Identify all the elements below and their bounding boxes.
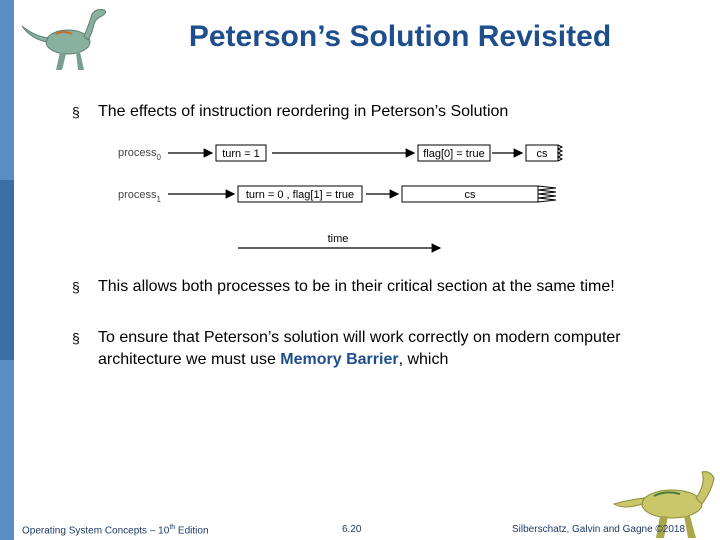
reordering-timeline-diagram [110, 140, 570, 255]
bullet-text-before: To ensure that Peterson’s solution will work correctly on modern computer architecture we must use [98, 329, 621, 368]
bullet-text: The effects of instruction reordering in Peterson’s Solution [98, 103, 509, 120]
cs-zigzag [558, 145, 562, 161]
process1-label: process$_1$ [118, 189, 161, 204]
process0-label: process$_0$ [118, 147, 161, 162]
left-accent-bar [0, 0, 14, 540]
p0-box-cs-text: cs [536, 148, 548, 160]
footer-book-title: Operating System Concepts – 10th Edition [22, 524, 209, 537]
bullet-text-after: , which [398, 351, 449, 368]
slide-title: Peterson’s Solution Revisited [188, 20, 612, 53]
bullet-marker: § [72, 104, 80, 120]
bullet-text: This allows both processes to be in their critical section at the same time! [98, 278, 615, 295]
p1-box-cs-text: cs [464, 189, 476, 201]
bullet-marker: § [72, 279, 80, 295]
bullet-marker: § [72, 330, 80, 346]
cs-zigzag [538, 186, 556, 202]
bullet-text [98, 327, 658, 371]
p1-box-turn-flag-text: turn = 0 , flag[1] = true [245, 189, 355, 201]
footer-authors: Silberschatz, Galvin and Gagne ©2018 [512, 524, 686, 535]
time-label: time [327, 233, 349, 245]
p0-box-flag-text: flag[0] = true [423, 148, 485, 160]
footer-page-number: 6.20 [342, 524, 362, 535]
p0-box-turn-text: turn = 1 [222, 148, 260, 160]
memory-barrier-term: Memory Barrier [280, 351, 399, 368]
